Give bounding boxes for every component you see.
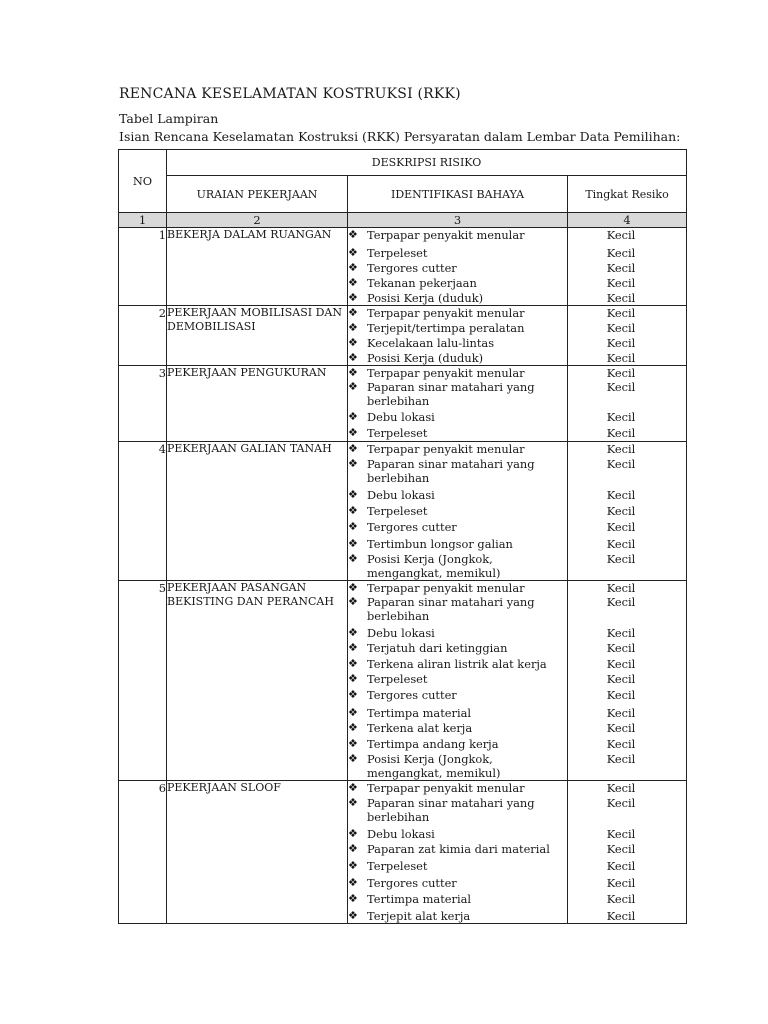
risk-level-list (568, 442, 687, 581)
hazard-text: Posisi Kerja (duduk) (367, 351, 484, 365)
hazard-item (348, 291, 567, 305)
table-row (119, 581, 687, 781)
diamond-bullet-icon: ❖ (348, 291, 358, 304)
hazard-list (348, 781, 568, 924)
diamond-bullet-icon: ❖ (348, 261, 358, 274)
risk-level: Kecil (606, 781, 636, 795)
hazard-text: Tertimbun longsor galian (367, 537, 513, 551)
hazard-item (348, 366, 567, 380)
risk-level: Kecil (606, 291, 636, 305)
hazard-text: Posisi Kerja (Jongkok, mengangkat, memikul) (367, 552, 501, 580)
table-row (119, 781, 687, 924)
hazard-text: Paparan zat kimia dari material (367, 842, 550, 856)
hazard-text: Tergores cutter (367, 876, 457, 890)
hazard-item (348, 537, 567, 552)
risk-level: Kecil (606, 520, 636, 534)
diamond-bullet-icon: ❖ (348, 306, 358, 319)
hazard-item (348, 380, 567, 410)
diamond-bullet-icon: ❖ (348, 380, 358, 393)
diamond-bullet-icon: ❖ (348, 581, 358, 594)
risk-level: Kecil (606, 827, 636, 841)
hazard-text: Posisi Kerja (Jongkok, mengangkat, memikul) (367, 752, 501, 780)
hazard-item (348, 672, 567, 688)
risk-level-list (568, 781, 687, 924)
hazard-item (348, 796, 567, 827)
hazard-item (348, 276, 567, 291)
hazard-item (348, 442, 567, 457)
risk-table-body (119, 228, 687, 924)
diamond-bullet-icon: ❖ (348, 504, 358, 517)
hazard-item (348, 595, 567, 626)
risk-level: Kecil (606, 892, 636, 906)
hazard-text: Tertimpa material (367, 706, 472, 720)
hazard-item (348, 876, 567, 892)
risk-level: Kecil (606, 488, 636, 502)
hazard-item (348, 336, 567, 351)
column-number: 1 (119, 213, 167, 228)
hazard-text: Terpapar penyakit menular (367, 366, 525, 380)
risk-level: Kecil (606, 276, 636, 290)
risk-level: Kecil (606, 859, 636, 873)
hazard-item (348, 457, 567, 488)
risk-level: Kecil (606, 426, 636, 440)
hazard-item (348, 504, 567, 520)
row-number: 1 (119, 228, 167, 306)
diamond-bullet-icon: ❖ (348, 737, 358, 750)
risk-level-list (568, 366, 687, 442)
risk-level: Kecil (606, 706, 636, 720)
hazard-text: Tertimpa material (367, 892, 472, 906)
risk-level: Kecil (606, 842, 636, 856)
diamond-bullet-icon: ❖ (348, 246, 358, 259)
hazard-list (348, 228, 568, 306)
hazard-item (348, 626, 567, 641)
hazard-text: Terkena aliran listrik alat kerja (367, 657, 547, 671)
table-row (119, 228, 687, 306)
hazard-item (348, 552, 567, 580)
diamond-bullet-icon: ❖ (348, 876, 358, 889)
risk-level: Kecil (606, 688, 636, 702)
diamond-bullet-icon: ❖ (348, 626, 358, 639)
diamond-bullet-icon: ❖ (348, 892, 358, 905)
risk-level: Kecil (606, 752, 636, 766)
hazard-text: Debu lokasi (367, 410, 435, 424)
diamond-bullet-icon: ❖ (348, 672, 358, 685)
risk-level: Kecil (606, 228, 636, 242)
risk-level: Kecil (606, 657, 636, 671)
risk-level: Kecil (606, 246, 636, 260)
risk-level: Kecil (606, 641, 636, 655)
document-subtitle: Tabel Lampiran (119, 111, 219, 126)
hazard-text: Terpeleset (367, 672, 428, 686)
risk-level: Kecil (606, 380, 636, 394)
hazard-item (348, 306, 567, 321)
hazard-item (348, 228, 567, 246)
hazard-text: Terpapar penyakit menular (367, 581, 525, 595)
hazard-item (348, 641, 567, 657)
hazard-text: Terpapar penyakit menular (367, 306, 525, 320)
hazard-text: Terpapar penyakit menular (367, 442, 525, 456)
row-number: 5 (119, 581, 167, 781)
hazard-text: Tergores cutter (367, 520, 457, 534)
row-number: 4 (119, 442, 167, 581)
hazard-item (348, 737, 567, 752)
hazard-list (348, 581, 568, 781)
risk-table (118, 149, 687, 924)
hazard-text: Tergores cutter (367, 261, 457, 275)
diamond-bullet-icon: ❖ (348, 827, 358, 840)
table-row (119, 442, 687, 581)
hazard-text: Terpapar penyakit menular (367, 228, 525, 242)
header-identifikasi-bahaya: IDENTIFIKASI BAHAYA (348, 176, 568, 213)
table-row (119, 306, 687, 366)
diamond-bullet-icon: ❖ (348, 228, 358, 241)
risk-level: Kecil (606, 351, 636, 365)
hazard-item (348, 657, 567, 672)
header-deskripsi-risiko: DESKRIPSI RISIKO (167, 150, 687, 176)
hazard-text: Paparan sinar matahari yang berlebihan (367, 457, 535, 485)
job-description: PEKERJAAN SLOOF (167, 781, 348, 924)
diamond-bullet-icon: ❖ (348, 426, 358, 439)
hazard-text: Tertimpa andang kerja (367, 737, 499, 751)
diamond-bullet-icon: ❖ (348, 706, 358, 719)
risk-level: Kecil (606, 672, 636, 686)
risk-level: Kecil (606, 595, 636, 609)
hazard-text: Terkena alat kerja (367, 721, 473, 735)
hazard-text: Paparan sinar matahari yang berlebihan (367, 796, 535, 824)
hazard-text: Terpapar penyakit menular (367, 781, 525, 795)
diamond-bullet-icon: ❖ (348, 909, 358, 922)
hazard-text: Debu lokasi (367, 626, 435, 640)
hazard-text: Paparan sinar matahari yang berlebihan (367, 595, 535, 623)
row-number: 3 (119, 366, 167, 442)
risk-level: Kecil (606, 442, 636, 456)
risk-level: Kecil (606, 581, 636, 595)
hazard-item (348, 488, 567, 504)
header-uraian-pekerjaan: URAIAN PEKERJAAN (167, 176, 348, 213)
hazard-text: Tekanan pekerjaan (367, 276, 477, 290)
hazard-item (348, 842, 567, 859)
risk-level: Kecil (606, 552, 636, 566)
risk-level: Kecil (606, 366, 636, 380)
job-description: BEKERJA DALAM RUANGAN (167, 228, 348, 306)
table-row (119, 366, 687, 442)
hazard-list (348, 306, 568, 366)
diamond-bullet-icon: ❖ (348, 366, 358, 379)
hazard-item (348, 752, 567, 780)
diamond-bullet-icon: ❖ (348, 595, 358, 608)
risk-level: Kecil (606, 721, 636, 735)
risk-level: Kecil (606, 876, 636, 890)
hazard-text: Debu lokasi (367, 488, 435, 502)
hazard-item (348, 581, 567, 595)
diamond-bullet-icon: ❖ (348, 721, 358, 734)
job-description: PEKERJAAN GALIAN TANAH (167, 442, 348, 581)
diamond-bullet-icon: ❖ (348, 336, 358, 349)
risk-level: Kecil (606, 796, 636, 810)
hazard-text: Terpeleset (367, 859, 428, 873)
risk-level: Kecil (606, 737, 636, 751)
hazard-list (348, 366, 568, 442)
risk-level: Kecil (606, 626, 636, 640)
hazard-item (348, 321, 567, 336)
hazard-text: Tergores cutter (367, 688, 457, 702)
row-number: 2 (119, 306, 167, 366)
hazard-item (348, 827, 567, 842)
risk-level: Kecil (606, 261, 636, 275)
hazard-item (348, 781, 567, 796)
risk-level: Kecil (606, 321, 636, 335)
hazard-item (348, 261, 567, 276)
risk-level: Kecil (606, 410, 636, 424)
hazard-text: Terpeleset (367, 426, 428, 440)
risk-level: Kecil (606, 537, 636, 551)
diamond-bullet-icon: ❖ (348, 488, 358, 501)
column-number: 2 (167, 213, 348, 228)
diamond-bullet-icon: ❖ (348, 520, 358, 533)
row-number: 6 (119, 781, 167, 924)
hazard-text: Terjepit alat kerja (367, 909, 471, 923)
hazard-text: Terjatuh dari ketinggian (367, 641, 508, 655)
diamond-bullet-icon: ❖ (348, 442, 358, 455)
header-tingkat-resiko: Tingkat Resiko (568, 176, 687, 213)
diamond-bullet-icon: ❖ (348, 752, 358, 765)
hazard-item (348, 426, 567, 441)
hazard-text: Debu lokasi (367, 827, 435, 841)
hazard-text: Terpeleset (367, 246, 428, 260)
job-description: PEKERJAAN MOBILISASI DAN DEMOBILISASI (167, 306, 348, 366)
risk-level: Kecil (606, 457, 636, 471)
hazard-text: Posisi Kerja (duduk) (367, 291, 484, 305)
risk-level-list (568, 306, 687, 366)
diamond-bullet-icon: ❖ (348, 351, 358, 364)
hazard-item (348, 859, 567, 876)
diamond-bullet-icon: ❖ (348, 641, 358, 654)
risk-level-list (568, 228, 687, 306)
hazard-item (348, 246, 567, 261)
diamond-bullet-icon: ❖ (348, 657, 358, 670)
risk-level: Kecil (606, 909, 636, 923)
hazard-text: Terpeleset (367, 504, 428, 518)
diamond-bullet-icon: ❖ (348, 552, 358, 565)
diamond-bullet-icon: ❖ (348, 781, 358, 794)
diamond-bullet-icon: ❖ (348, 796, 358, 809)
hazard-item (348, 721, 567, 737)
diamond-bullet-icon: ❖ (348, 457, 358, 470)
hazard-text: Paparan sinar matahari yang berlebihan (367, 380, 535, 408)
column-number: 4 (568, 213, 687, 228)
hazard-item (348, 520, 567, 537)
risk-level: Kecil (606, 336, 636, 350)
risk-level-list (568, 581, 687, 781)
diamond-bullet-icon: ❖ (348, 410, 358, 423)
hazard-item (348, 351, 567, 365)
hazard-item (348, 410, 567, 426)
diamond-bullet-icon: ❖ (348, 688, 358, 701)
diamond-bullet-icon: ❖ (348, 276, 358, 289)
risk-level: Kecil (606, 306, 636, 320)
hazard-list (348, 442, 568, 581)
diamond-bullet-icon: ❖ (348, 537, 358, 550)
diamond-bullet-icon: ❖ (348, 859, 358, 872)
hazard-item (348, 909, 567, 923)
risk-level: Kecil (606, 504, 636, 518)
hazard-item (348, 706, 567, 721)
job-description: PEKERJAAN PASANGAN BEKISTING DAN PERANCAH (167, 581, 348, 781)
diamond-bullet-icon: ❖ (348, 842, 358, 855)
hazard-text: Kecelakaan lalu-lintas (367, 336, 495, 350)
document-title: RENCANA KESELAMATAN KOSTRUKSI (RKK) (119, 86, 461, 102)
hazard-item (348, 688, 567, 706)
diamond-bullet-icon: ❖ (348, 321, 358, 334)
job-description: PEKERJAAN PENGUKURAN (167, 366, 348, 442)
hazard-text: Terjepit/tertimpa peralatan (367, 321, 525, 335)
document-intro: Isian Rencana Keselamatan Kostruksi (RKK) Persyaratan dalam Lembar Data Pemilihan: (119, 129, 681, 144)
column-number: 3 (348, 213, 568, 228)
hazard-item (348, 892, 567, 909)
header-no: NO (119, 150, 167, 213)
